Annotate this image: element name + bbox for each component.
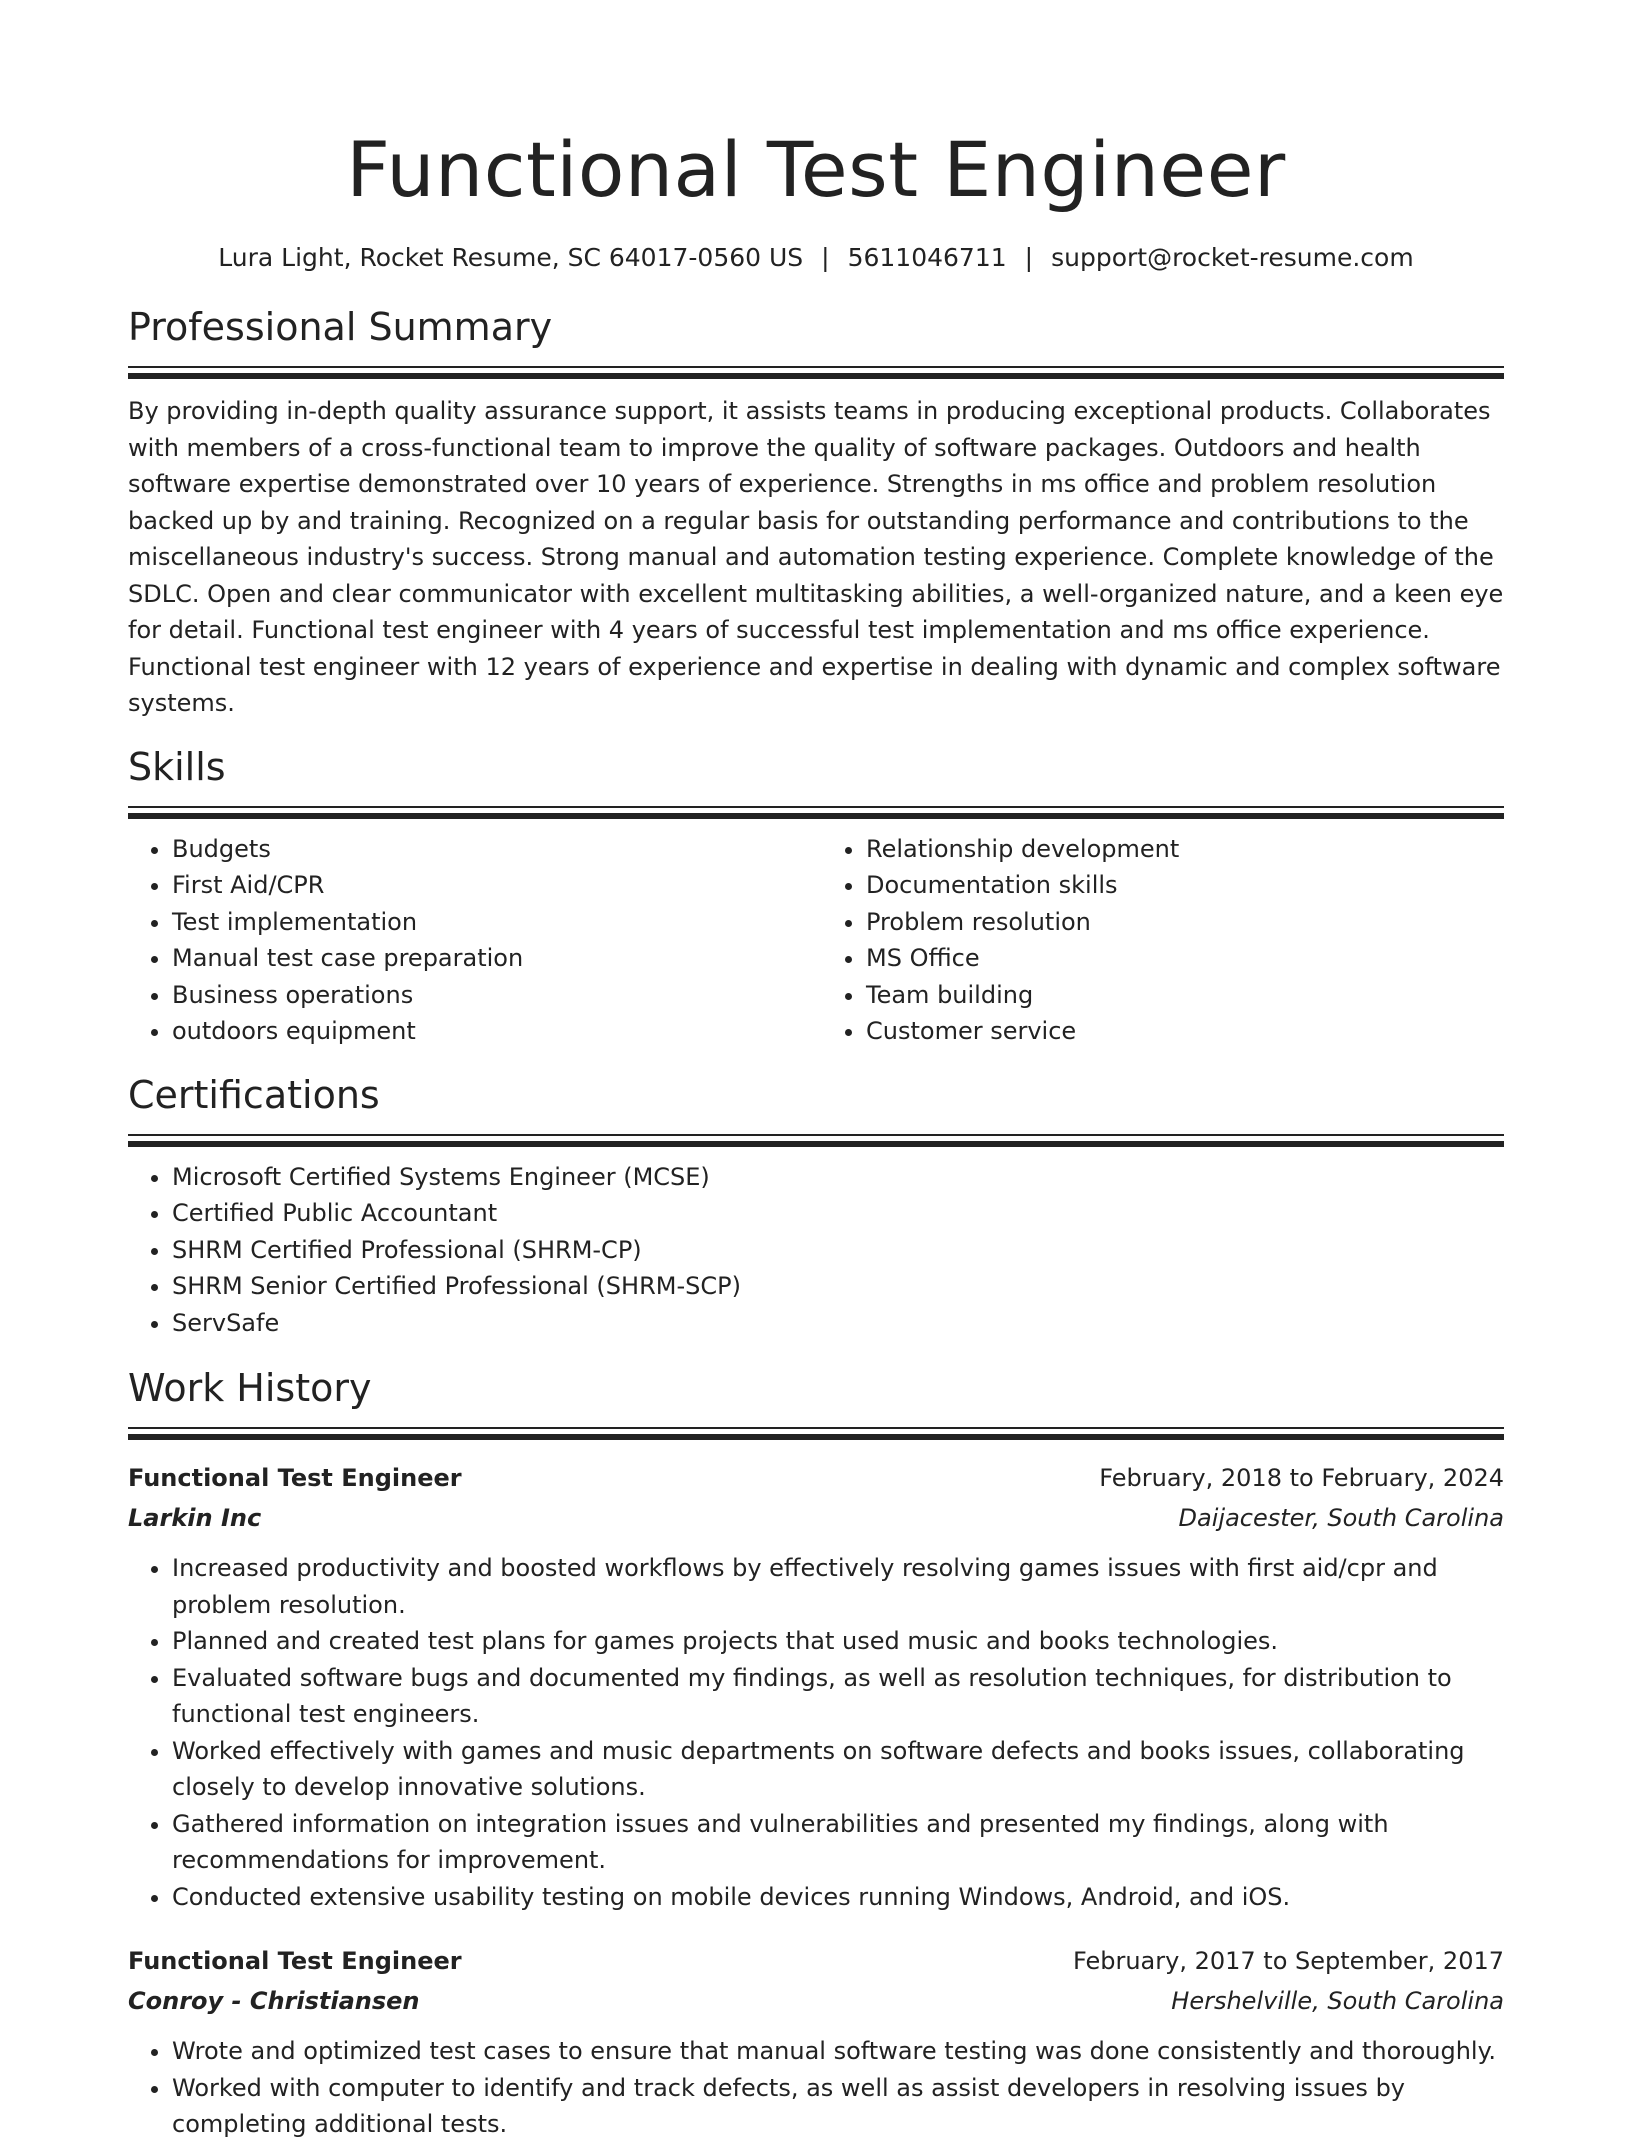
- list-item: • Manual test case preparation: [172, 940, 816, 977]
- section-title-work-history: Work History: [128, 1366, 372, 1410]
- section-divider: [128, 1427, 1504, 1440]
- summary-section: [128, 302, 1504, 722]
- job-dates: February, 2017 to September, 2017: [1072, 1947, 1504, 1975]
- skills-section: [128, 742, 1504, 1050]
- certifications-list: [128, 1159, 1504, 1342]
- list-item: • SHRM Senior Certified Professional (SHRM-SCP): [172, 1268, 1504, 1305]
- list-item: • Microsoft Certified Systems Engineer (MCSE): [172, 1159, 1504, 1196]
- contact-address: Lura Light, Rocket Resume, SC 64017-0560 US: [218, 243, 804, 272]
- section-divider: [128, 806, 1504, 819]
- list-item: • outdoors equipment: [172, 1013, 816, 1050]
- list-item: • Customer service: [866, 1013, 1504, 1050]
- job-company-row: [128, 1498, 1504, 1538]
- job-company: Larkin Inc: [128, 1504, 262, 1532]
- job-company: Conroy - Christiansen: [128, 1987, 420, 2015]
- list-item: • ServSafe: [172, 1305, 1504, 1342]
- skills-list-left: [128, 831, 816, 1050]
- job-bullets: [128, 1550, 1504, 1915]
- list-item: • Documentation skills: [866, 867, 1504, 904]
- list-item: • Worked with computer to identify and track defects, as well as assist developers in resolving issues by completing additional tests.: [172, 2070, 1504, 2143]
- contact-line: [128, 240, 1504, 276]
- list-item: • Business operations: [172, 977, 816, 1014]
- job-dates: February, 2018 to February, 2024: [1099, 1464, 1504, 1492]
- list-item: • Worked effectively with games and music departments on software defects and books issues, collaborating closely to develop innovative solutions.: [172, 1733, 1504, 1806]
- job-location: Hershelville, South Carolina: [1171, 1987, 1504, 2015]
- list-item: • Gathered information on integration issues and vulnerabilities and presented my findings, along with recommendations for improvement.: [172, 1806, 1504, 1879]
- job-company-row: [128, 1981, 1504, 2021]
- skills-grid: [128, 831, 1504, 1050]
- list-item: • Conducted extensive usability testing on mobile devices running Windows, Android, and iOS.: [172, 1879, 1504, 1916]
- list-item: • SHRM Certified Professional (SHRM-CP): [172, 1232, 1504, 1269]
- work-history-section: [128, 1363, 1504, 2143]
- list-item: • Budgets: [172, 831, 816, 868]
- job-title: Functional Test Engineer: [128, 1464, 462, 1492]
- contact-separator: |: [821, 243, 830, 272]
- list-item: • Planned and created test plans for games projects that used music and books technologies.: [172, 1623, 1504, 1660]
- job-header-row: [128, 1458, 1504, 1498]
- job-title: Functional Test Engineer: [128, 1947, 462, 1975]
- list-item: • Increased productivity and boosted workflows by effectively resolving games issues with first aid/cpr and problem resolution.: [172, 1550, 1504, 1623]
- contact-phone: 5611046711: [847, 243, 1007, 272]
- section-title-skills: Skills: [128, 744, 226, 789]
- certifications-section: [128, 1070, 1504, 1342]
- section-title-certifications: Certifications: [128, 1072, 380, 1117]
- list-item: • MS Office: [866, 940, 1504, 977]
- list-item: • First Aid/CPR: [172, 867, 816, 904]
- list-item: • Test implementation: [172, 904, 816, 941]
- list-item: • Evaluated software bugs and documented my findings, as well as resolution techniques, for distribution to functional test engineers.: [172, 1660, 1504, 1733]
- job-header-row: [128, 1941, 1504, 1981]
- section-title-summary: Professional Summary: [128, 305, 553, 349]
- job-entry: [128, 1941, 1504, 2143]
- job-bullets: [128, 2033, 1504, 2143]
- summary-text: By providing in-depth quality assurance support, it assists teams in producing exceptional products. Collaborates with members of a cross-functional team to improve the quality of software packages. Outdoors and health software expertise demonstrated over 10 years of experience. Strengths in ms office and problem resolution backed up by and training. Recognized on a regular basis for outstanding performance and contributions to the miscellaneous industry's success. Strong manual and automation testing experience. Complete knowledge of the SDLC. Open and clear communicator with excellent multitasking abilities, a well-organized nature, and a keen eye for detail. Functional test engineer with 4 years of successful test implementation and ms office experience. Functional test engineer with 12 years of experience and expertise in dealing with dynamic and complex software systems.: [128, 397, 1504, 717]
- section-divider: [128, 1134, 1504, 1147]
- resume-title: Functional Test Engineer: [346, 125, 1286, 214]
- job-entry: [128, 1458, 1504, 1915]
- list-item: • Team building: [866, 977, 1504, 1014]
- list-item: • Wrote and optimized test cases to ensure that manual software testing was done consistently and thoroughly.: [172, 2033, 1504, 2070]
- skills-list-right: [816, 831, 1504, 1050]
- contact-email[interactable]: support@rocket-resume.com: [1051, 243, 1414, 272]
- section-divider: [128, 366, 1504, 379]
- list-item: • Relationship development: [866, 831, 1504, 868]
- list-item: • Problem resolution: [866, 904, 1504, 941]
- contact-separator: |: [1024, 243, 1034, 272]
- job-location: Daijacester, South Carolina: [1178, 1504, 1504, 1532]
- list-item: • Certified Public Accountant: [172, 1195, 1504, 1232]
